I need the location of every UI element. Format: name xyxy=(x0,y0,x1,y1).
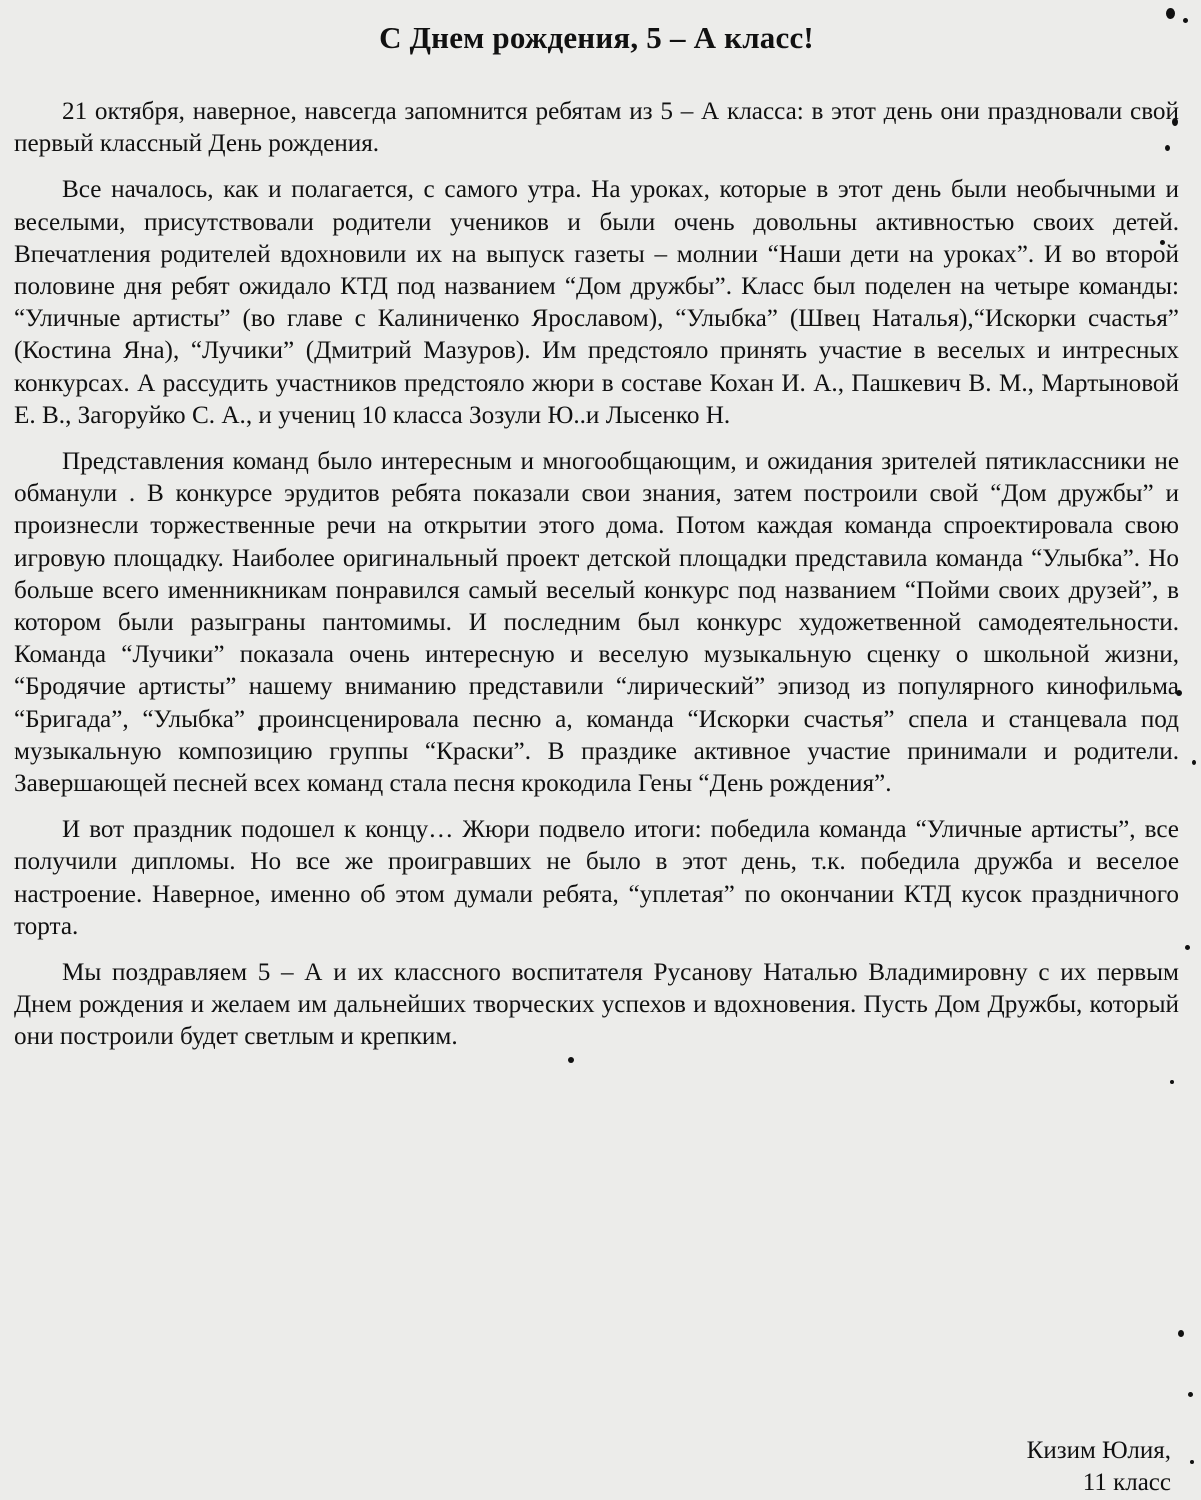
article-paragraph-3: Представления команд было интересным и многообщающим, и ожидания зрителей пятиклассники не обманули . В конкурсе эрудитов ребята показали свои знания, затем построили свой “Дом дружбы” и произнесли торжественные речи на открытии этого дома. Потом каждая команда спроектировала свою игровую площадку. Наиболее оригинальный проект детской площадки представила команда “Улыбка”. Но больше всего именникникам понравился самый веселый конкурс под названием “Пойми своих друзей”, в котором были разыграны пантомимы. И последним был конкурс художетвенной самодеятельности. Команда “Лучики” показала очень интересную и веселую музыкальную сценку о школьной жизни, “Бродячие артисты” нашему вниманию представили “лирический” эпизод из популярного кинофильма “Бригада”, “Улыбка” проинсценировала песню а, команда “Искорки счастья” спела и станцевала под музыкальную композицию группы “Краски”. В праздике активное участие принимали и родители. Завершающей песней всех команд стала песня крокодила Гены “День рождения”. xyxy=(14,448,1179,798)
article-paragraph-4: И вот праздник подошел к концу… Жюри подвело итоги: победила команда “Уличные артисты”, все получили дипломы. Но все же проигравших не было в этот день, т.к. победила дружба и веселое настроение. Наверное, именно об этом думали ребята, “уплетая” по окончании КТД кусок праздничного торта. xyxy=(14,816,1179,940)
author-signature xyxy=(1027,1435,1171,1499)
article-title: С Днем рождения, 5 – А класс! xyxy=(379,20,814,55)
author-class: 11 класс xyxy=(1082,1469,1171,1496)
article-paragraph-5: Мы поздравляем 5 – А и их классного воспитателя Русанову Наталью Владимировну с их первым Днем рождения и желаем им дальнейших творческих успехов и вдохновения. Пусть Дом Дружбы, который они построили будет светлым и крепким. xyxy=(14,959,1179,1051)
ink-speck xyxy=(1170,1080,1174,1084)
article-paragraph-2: Все началось, как и полагается, с самого утра. На уроках, которые в этот день были необычными и веселыми, присутствовали родители учеников и были очень довольны активностью своих детей. Впечатления родителей вдохновили их на выпуск газеты – молнии “Наши дети на уроках”. И во второй половине дня ребят ожидало КТД под названием “Дом дружбы”. Класс был поделен на четыре команды: “Уличные артисты” (во главе с Калиниченко Ярославом), “Улыбка” (Швец Наталья),“Искорки счастья” (Костина Яна), “Лучики” (Дмитрий Мазуров). Им предстояло принять участие в веселых и интресных конкурсах. А рассудить участников предстояло жюри в составе Кохан И. А., Пашкевич В. М., Мартыновой Е. В., Загоруйко С. А., и учениц 10 класса Зозули Ю..и Лысенко Н. xyxy=(14,176,1179,429)
ink-speck xyxy=(1185,945,1190,950)
author-name: Кизим Юлия, xyxy=(1026,1437,1171,1464)
ink-speck xyxy=(1178,1330,1184,1337)
ink-speck xyxy=(1190,1460,1194,1464)
ink-speck xyxy=(1183,18,1188,23)
ink-speck xyxy=(1188,1392,1193,1397)
article xyxy=(14,10,1179,1068)
ink-speck xyxy=(1192,760,1196,765)
article-paragraph-1: 21 октября, наверное, навсегда запомнится ребятам из 5 – А класса: в этот день они праздновали свой первый классный День рождения. xyxy=(14,98,1179,158)
